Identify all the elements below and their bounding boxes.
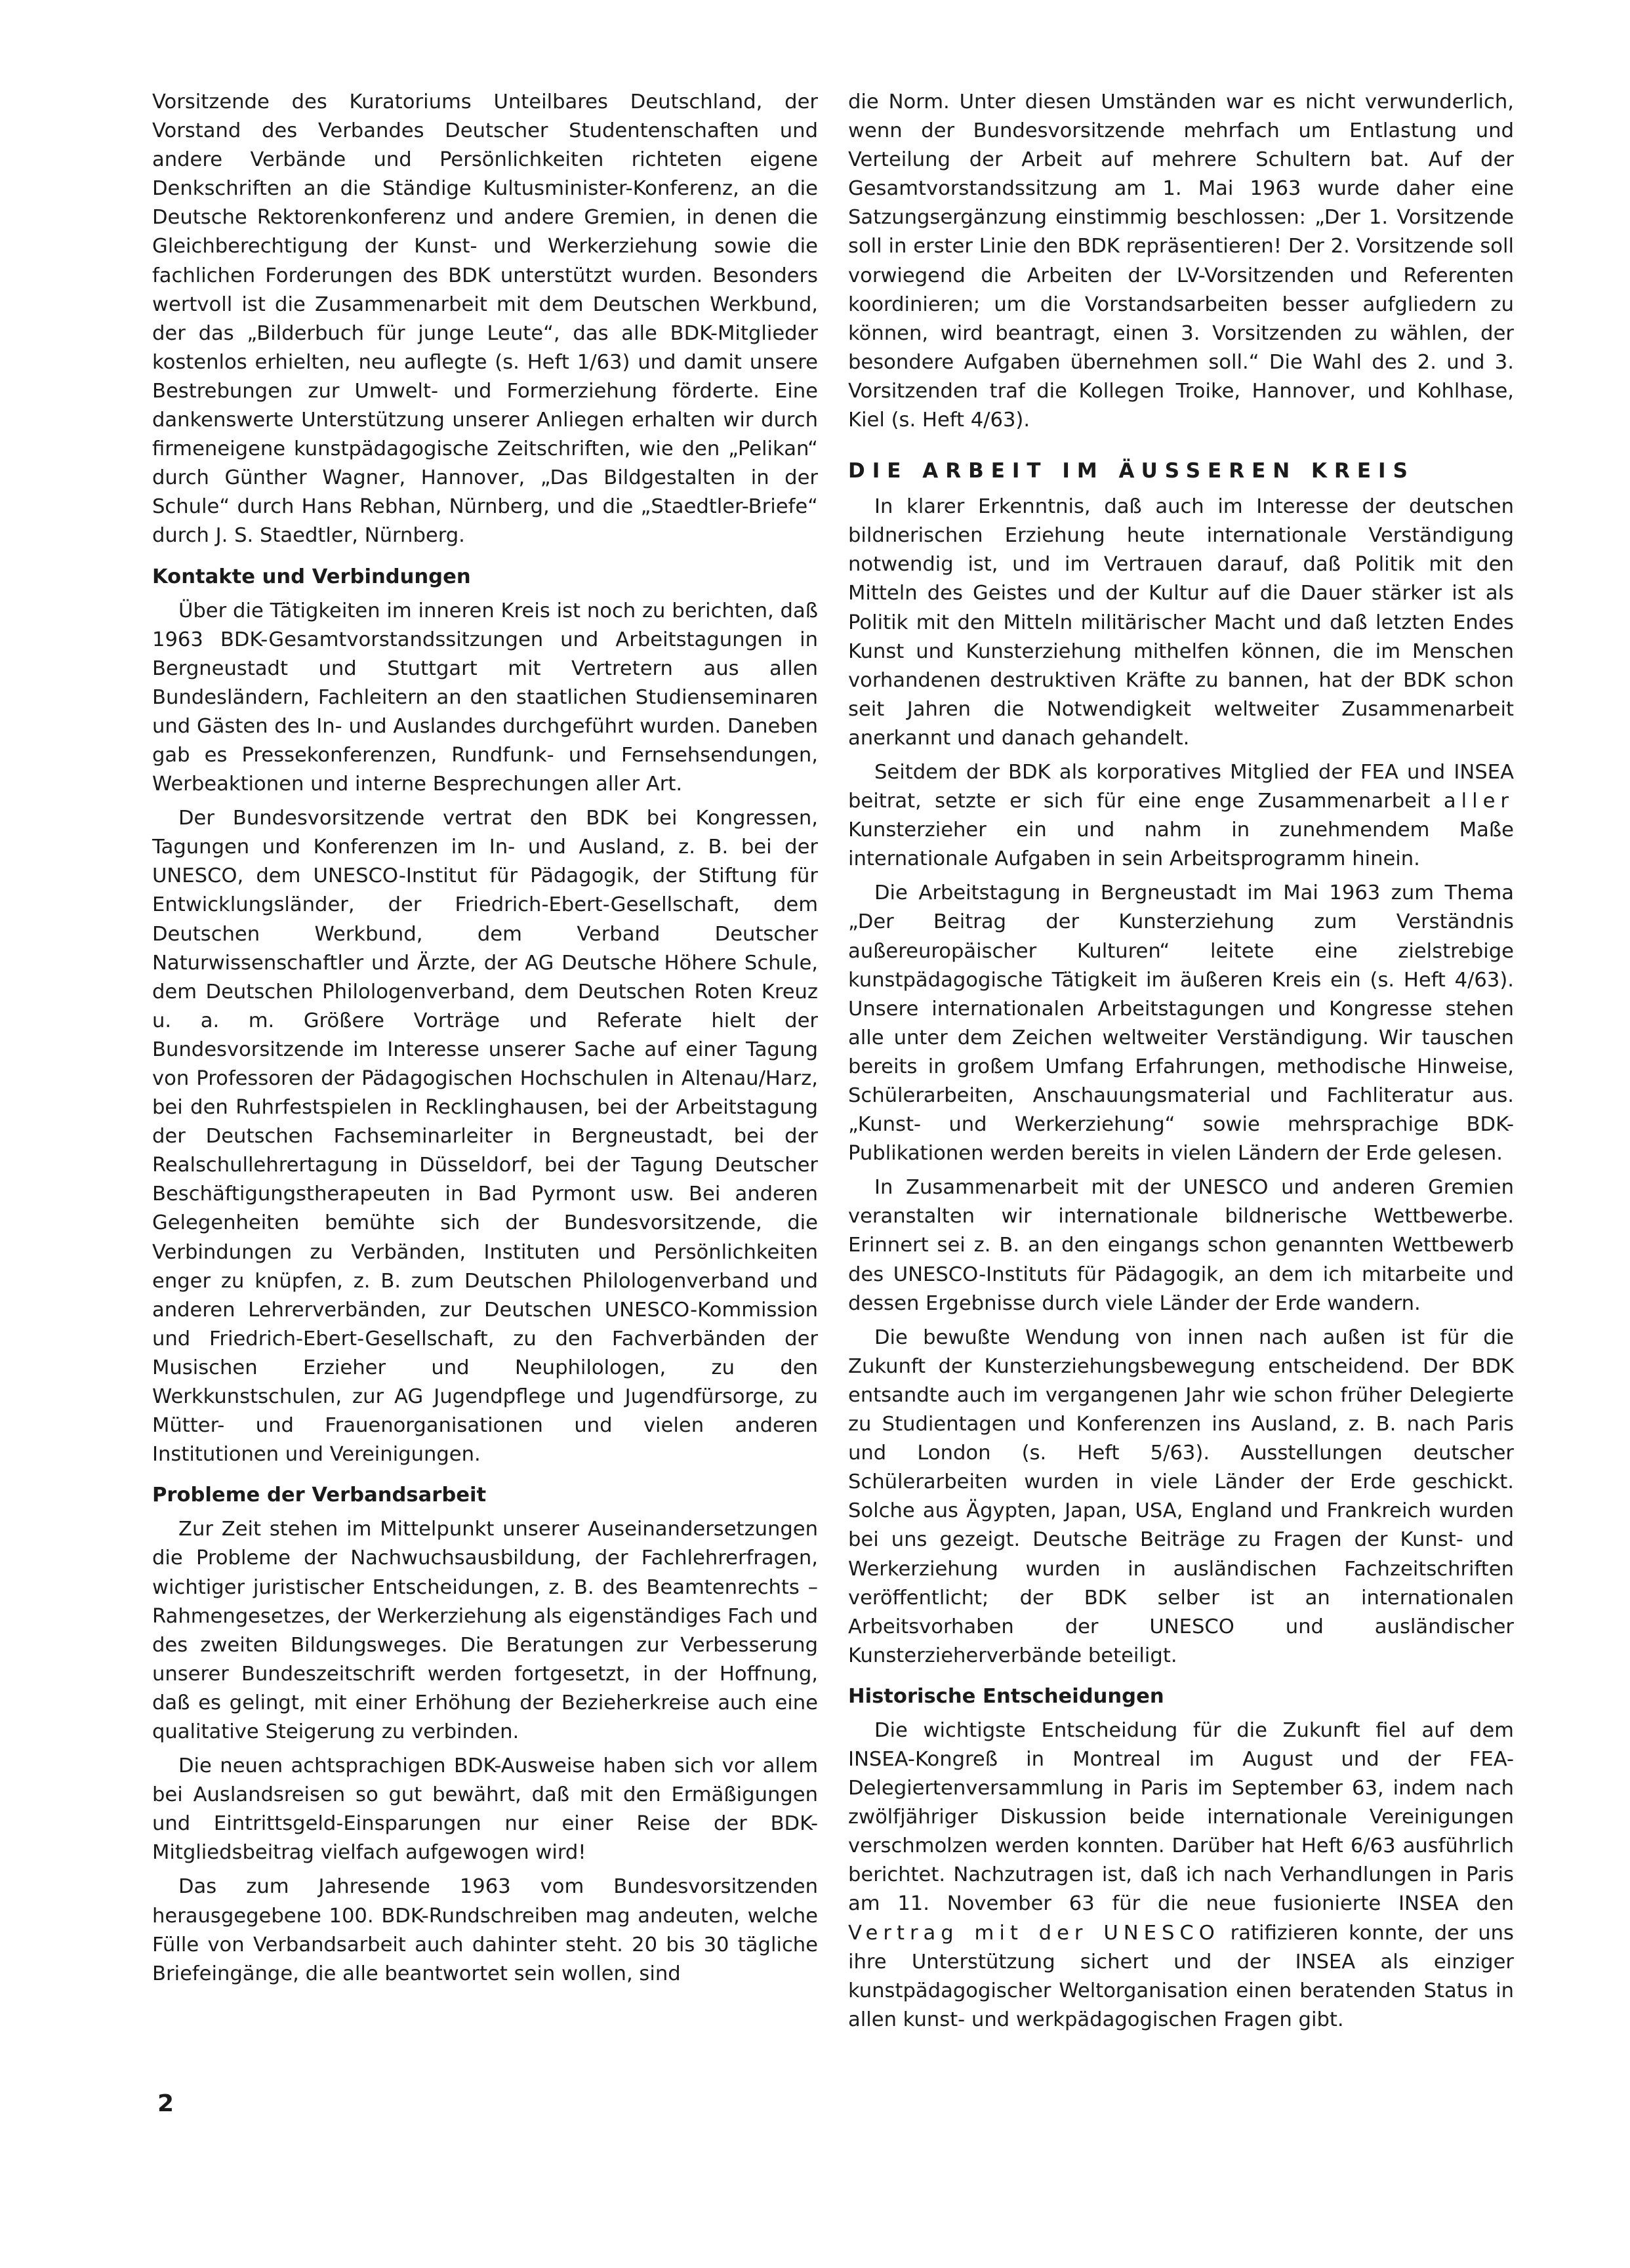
section-heading-probleme: Probleme der Verbandsarbeit [152, 1484, 487, 1507]
paragraph: die Norm. Unter diesen Umständen war es nicht verwunderlich, wenn der Bundesvorsitzende mehrfach um Entlastung und Verteilung der Arbeit auf mehrere Schultern bat. Auf der Gesamtvorstandssitzung am 1. Mai 1963 wurde daher eine Satzungsergänzung einstimmig beschlossen: „Der 1. Vorsitzende soll in erster Linie den BDK repräsentieren! Der 2. Vorsitzende soll vorwiegend die Arbeiten der LV-Vorsitzenden und Referenten koordinieren; um die Vorstandsarbeiten besser aufgliedern zu können, wird beantragt, einen 3. Vorsitzenden zu wählen, der besondere Aufgaben übernehmen soll.“ Die Wahl des 2. und 3. Vorsitzenden traf die Kollegen Troike, Hannover, und Kohlhase, Kiel (s. Heft 4/63). [848, 91, 1514, 432]
text-run: Kunsterzieher ein und nahm in zunehmendem Maße internationale Aufgaben in sein Arbeitsprogramm hinein. [848, 819, 1514, 871]
text-run: Die wichtigste Entscheidung für die Zukunft fiel auf dem INSEA-Kongreß in Montreal im August und der FEA-Delegiertenversammlung in Paris im September 63, indem nach zwölfjähriger Diskussion beide internationale Vereinigungen verschmolzen werden konnten. Darüber hat Heft 6/63 ausführlich berichtet. Nachzutragen ist, daß ich nach Verhandlungen in Paris am 11. November 63 für die neue fusionierte INSEA den [848, 1718, 1514, 1916]
paragraph: Die bewußte Wendung von innen nach außen ist für die Zukunft der Kunsterziehungsbewegung entscheidend. Der BDK entsandte auch im vergangenen Jahr wie schon früher Delegierte zu Studientagen und Konferenzen ins Ausland, z. B. nach Paris und London (s. Heft 5/63). Ausstellungen deutscher Schülerarbeiten wurden in viele Länder der Erde geschickt. Solche aus Ägypten, Japan, USA, England und Frankreich wurden bei uns gezeigt. Deutsche Beiträge zu Fragen der Kunst- und Werkerziehung wurden in ausländischen Fachzeitschriften veröffentlicht; der BDK selber ist an internationalen Arbeitsvorhaben der UNESCO und ausländischer Kunsterzieherverbände beteiligt. [848, 1326, 1514, 1667]
paragraph: Die neuen achtsprachigen BDK-Ausweise haben sich vor allem bei Auslandsreisen so gut bewährt, daß mit den Ermäßigungen und Eintrittsgeld-Einsparungen nur einer Reise der BDK-Mitgliedsbeitrag vielfach aufgewogen wird! [152, 1754, 818, 1865]
section-heading-historische: Historische Entscheidungen [848, 1684, 1164, 1708]
paragraph: Die Arbeitstagung in Bergneustadt im Mai 1963 zum Thema „Der Beitrag der Kunsterziehung zum Verständnis außereuropäischer Kulturen“ leitete eine zielstrebige kunstpädagogische Tätigkeit im äußeren Kreis ein (s. Heft 4/63). Unsere internationalen Arbeitstagungen und Kongresse stehen alle unter dem Zeichen weltweiter Verständigung. Wir tauschen bereits in großem Umfang Erfahrungen, methodische Hinweise, Schülerarbeiten, Anschauungsmaterial und Fachliteratur aus. „Kunst- und Werkerziehung“ sowie mehrsprachige BDK-Publikationen werden bereits in vielen Ländern der Erde gelesen. [848, 881, 1514, 1165]
text-run: Seitdem der BDK als korporatives Mitglied der FEA und INSEA beitrat, setzte er sich für eine enge Zusammenarbeit [848, 760, 1514, 813]
paragraph: In klarer Erkenntnis, daß auch im Interesse der deutschen bildnerischen Erziehung heute internationale Verständigung notwendig ist, und im Vertrauen darauf, daß Politik mit den Mitteln des Geistes und der Kultur auf die Dauer stärker ist als Politik mit den Mitteln militärischer Macht und daß letzten Endes Kunst und Kunsterziehung mithelfen können, die im Menschen vorhandenen destruktiven Kräfte zu bannen, hat der BDK schon seit Jahren die Notwendigkeit weltweiter Zusammenarbeit anerkannt und danach gehandelt. [848, 495, 1514, 750]
paragraph: Der Bundesvorsitzende vertrat den BDK bei Kongressen, Tagungen und Konferenzen im In- und Ausland, z. B. bei der UNESCO, dem UNESCO-Institut für Pädagogik, der Stiftung für Entwicklungsländer, der Friedrich-Ebert-Gesellschaft, dem Deutschen Werkbund, dem Verband Deutscher Naturwissenschaftler und Ärzte, der AG Deutsche Höhere Schule, dem Deutschen Philologenverband, dem Deutschen Roten Kreuz u. a. m. Größere Vorträge und Referate hielt der Bundesvorsitzende im Interesse unserer Sache auf einer Tagung von Professoren der Pädagogischen Hochschulen in Altenau/Harz, bei den Ruhrfestspielen in Recklinghausen, bei der Arbeitstagung der Deutschen Fachseminarleiter in Bergneustadt, bei der Realschullehrertagung in Düsseldorf, bei der Tagung Deutscher Beschäftigungstherapeuten in Bad Pyrmont usw. Bei anderen Gelegenheiten bemühte sich der Bundesvorsitzende, die Verbindungen zu Verbänden, Instituten und Persönlichkeiten enger zu knüpfen, z. B. zum Deutschen Philologenverband und anderen Lehrerverbänden, zur Deutschen UNESCO-Kommission und Friedrich-Ebert-Gesellschaft, zu den Fachverbänden der Musischen Erzieher und Neuphilologen, zu den Werkkunstschulen, zur AG Jugendpflege und Jugendfürsorge, zu Mütter- und Frauenorganisationen und vielen anderen Institutionen und Vereinigungen. [152, 807, 818, 1467]
paragraph [848, 1716, 1514, 2035]
page-number: 2 [157, 2090, 174, 2117]
section-heading-arbeit: DIE ARBEIT IM ÄUSSEREN KREIS [848, 459, 1415, 483]
text-run: ratifizieren konnte, der uns ihre Unterstützung sichert und der INSEA als einziger kunstpädagogischer Weltorganisation einen beratenden Status in allen kunst- und werkpädagogischen Fragen gibt. [848, 1921, 1514, 2031]
paragraph: Das zum Jahresende 1963 vom Bundesvorsitzenden herausgegebene 100. BDK-Rundschreiben mag andeuten, welche Fülle von Verbandsarbeit auch dahinter steht. 20 bis 30 tägliche Briefeingänge, die alle beantwortet sein wollen, sind [152, 1875, 818, 1985]
paragraph: Vorsitzende des Kuratoriums Unteilbares Deutschland, der Vorstand des Verbandes Deutscher Studentenschaften und andere Verbände und Persönlichkeiten richteten eigene Denkschriften an die Ständige Kultusminister-Konferenz, an die Deutsche Rektorenkonferenz und andere Gremien, in denen die Gleichberechtigung der Kunst- und Werkerziehung sowie die fachlichen Forderungen des BDK unterstützt wurden. Besonders wertvoll ist die Zusammenarbeit mit dem Deutschen Werkbund, der das „Bilderbuch für junge Leute“, das alle BDK-Mitglieder kostenlos erhielten, neu auflegte (s. Heft 1/63) und damit unsere Bestrebungen zur Umwelt- und Formerziehung förderte. Eine dankenswerte Unterstützung unserer Anliegen erhalten wir durch firmeneigene kunstpädagogische Zeitschriften, wie den „Pelikan“ durch Günther Wagner, Hannover, „Das Bildgestalten in der Schule“ durch Hans Rebhan, Nürnberg, und die „Staedtler-Briefe“ durch J. S. Staedtler, Nürnberg. [152, 91, 818, 548]
left-column [152, 88, 818, 1989]
right-column [848, 88, 1514, 2035]
paragraph: In Zusammenarbeit mit der UNESCO und anderen Gremien veranstalten wir internationale bildnerische Wettbewerbe. Erinnert sei z. B. an den eingangs schon genannten Wettbewerb des UNESCO-Instituts für Pädagogik, an dem ich mitarbeite und dessen Ergebnisse durch viele Länder der Erde wandern. [848, 1176, 1514, 1315]
emphasis-spaced: aller [1443, 790, 1514, 813]
paragraph [848, 758, 1514, 874]
paragraph: Zur Zeit stehen im Mittelpunkt unserer Auseinandersetzungen die Probleme der Nachwuchsausbildung, der Fachlehrerfragen, wichtiger juristischer Entscheidungen, z. B. des Beamtenrechts – Rahmengesetzes, der Werkerziehung als eigenständiges Fach und des zweiten Bildungsweges. Die Beratungen zur Verbesserung unserer Bundeszeitschrift werden fortgesetzt, in der Hoffnung, daß es gelingt, mit einer Erhöhung der Bezieherkreise auch eine qualitative Steigerung zu verbinden. [152, 1518, 818, 1743]
emphasis-spaced: Vertrag mit der UNESCO [848, 1921, 1220, 1945]
section-heading-kontakte: Kontakte und Verbindungen [152, 565, 471, 588]
paragraph: Über die Tätigkeiten im inneren Kreis ist noch zu berichten, daß 1963 BDK-Gesamtvorstandssitzungen und Arbeitstagungen in Bergneustadt und Stuttgart mit Vertretern aus allen Bundesländern, Fachleitern an den staatlichen Studienseminaren und Gästen des In- und Auslandes durchgeführt wurden. Daneben gab es Pressekonferenzen, Rundfunk- und Fernsehsendungen, Werbeaktionen und interne Besprechungen aller Art. [152, 599, 818, 796]
